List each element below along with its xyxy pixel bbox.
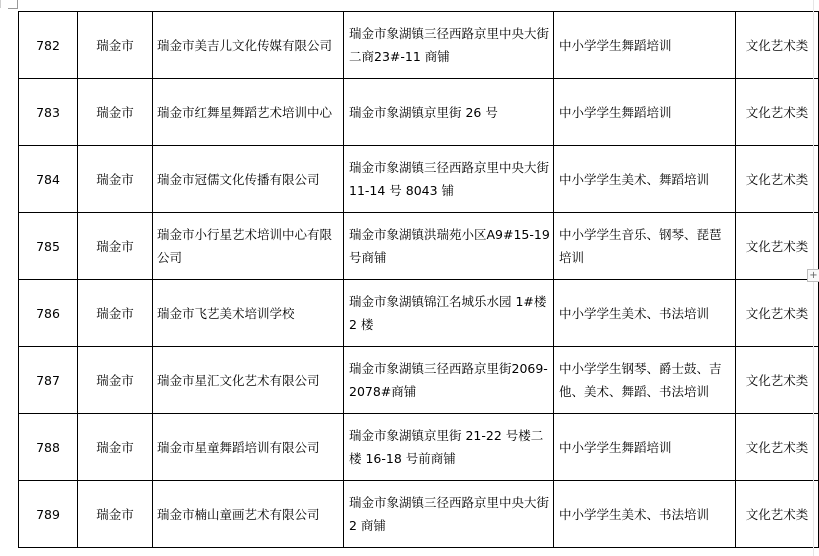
row-training-scope: 中小学学生音乐、钢琴、琵琶培训	[554, 213, 736, 280]
table-row	[19, 12, 819, 79]
row-city: 瑞金市	[78, 414, 153, 481]
row-category: 文化艺术类	[736, 280, 819, 347]
row-number: 787	[19, 347, 78, 414]
row-category: 文化艺术类	[736, 347, 819, 414]
row-category: 文化艺术类	[736, 414, 819, 481]
row-training-scope: 中小学学生舞蹈培训	[554, 414, 736, 481]
row-city: 瑞金市	[78, 347, 153, 414]
row-address: 瑞金市象湖镇三径西路京里街2069-2078#商铺	[344, 347, 554, 414]
table-row	[19, 146, 819, 213]
row-category: 文化艺术类	[736, 481, 819, 548]
row-number: 784	[19, 146, 78, 213]
row-number: 785	[19, 213, 78, 280]
row-training-scope: 中小学学生美术、书法培训	[554, 280, 736, 347]
table-row	[19, 280, 819, 347]
table-row	[19, 213, 819, 280]
row-training-scope: 中小学学生美术、书法培训	[554, 481, 736, 548]
row-address: 瑞金市象湖镇京里街 26 号	[344, 79, 554, 146]
row-training-scope: 中小学学生舞蹈培训	[554, 12, 736, 79]
row-institution-name: 瑞金市星汇文化艺术有限公司	[153, 347, 344, 414]
row-address: 瑞金市象湖镇京里街 21-22 号楼二楼 16-18 号前商铺	[344, 414, 554, 481]
row-category: 文化艺术类	[736, 12, 819, 79]
row-institution-name: 瑞金市红舞星舞蹈艺术培训中心	[153, 79, 344, 146]
row-number: 782	[19, 12, 78, 79]
row-institution-name: 瑞金市飞艺美术培训学校	[153, 280, 344, 347]
row-address: 瑞金市象湖镇三径西路京里中央大街 11-14 号 8043 铺	[344, 146, 554, 213]
row-institution-name: 瑞金市楠山童画艺术有限公司	[153, 481, 344, 548]
row-institution-name: 瑞金市冠儒文化传播有限公司	[153, 146, 344, 213]
row-training-scope: 中小学学生美术、舞蹈培训	[554, 146, 736, 213]
table-row	[19, 79, 819, 146]
row-address: 瑞金市象湖镇锦江名城乐水园 1#楼2 楼	[344, 280, 554, 347]
table-row	[19, 347, 819, 414]
row-city: 瑞金市	[78, 146, 153, 213]
row-training-scope: 中小学学生钢琴、爵士鼓、吉他、美术、舞蹈、书法培训	[554, 347, 736, 414]
row-number: 786	[19, 280, 78, 347]
row-city: 瑞金市	[78, 79, 153, 146]
row-institution-name: 瑞金市美吉儿文化传媒有限公司	[153, 12, 344, 79]
margin-corner-mark	[8, 8, 17, 9]
row-category: 文化艺术类	[736, 213, 819, 280]
row-number: 788	[19, 414, 78, 481]
add-row-handle[interactable]: +	[807, 269, 819, 282]
row-institution-name: 瑞金市小行星艺术培训中心有限公司	[153, 213, 344, 280]
row-institution-name: 瑞金市星童舞蹈培训有限公司	[153, 414, 344, 481]
table-row	[19, 414, 819, 481]
row-address: 瑞金市象湖镇三径西路京里中央大街二商23#-11 商铺	[344, 12, 554, 79]
margin-corner-mark-vertical	[17, 0, 18, 9]
row-number: 783	[19, 79, 78, 146]
row-address: 瑞金市象湖镇三径西路京里中央大街 2 商铺	[344, 481, 554, 548]
row-city: 瑞金市	[78, 213, 153, 280]
row-category: 文化艺术类	[736, 79, 819, 146]
page-edge	[0, 0, 1, 8]
row-city: 瑞金市	[78, 481, 153, 548]
row-training-scope: 中小学学生舞蹈培训	[554, 79, 736, 146]
row-address: 瑞金市象湖镇洪瑞苑小区A9#15-19 号商铺	[344, 213, 554, 280]
row-city: 瑞金市	[78, 12, 153, 79]
row-city: 瑞金市	[78, 280, 153, 347]
row-number: 789	[19, 481, 78, 548]
institution-table	[18, 11, 819, 548]
row-category: 文化艺术类	[736, 146, 819, 213]
table-row	[19, 481, 819, 548]
